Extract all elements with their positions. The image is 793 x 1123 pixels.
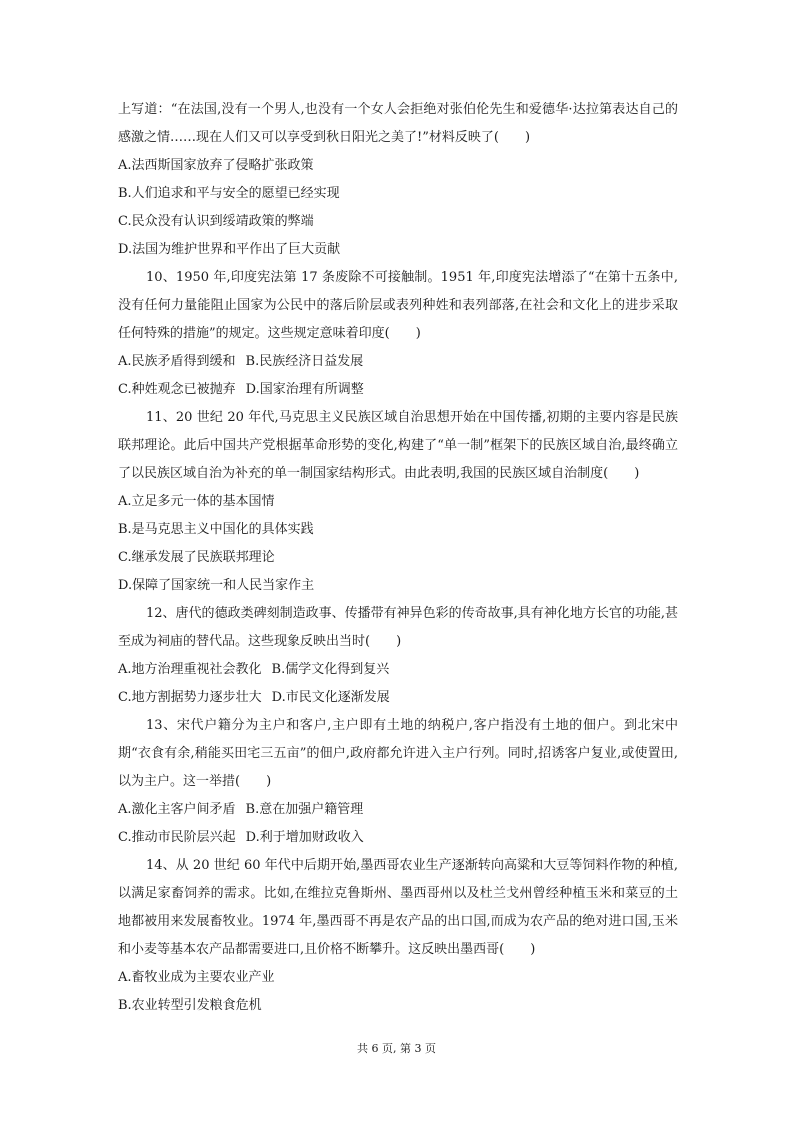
question-10-option-d: D.国家治理有所调整 <box>245 382 364 397</box>
question-10-options-row-2 <box>118 376 678 404</box>
question-9-option-d: D.法国为维护世界和平作出了巨大贡献 <box>118 242 341 257</box>
question-13-option-c: C.推动市民阶层兴起 <box>118 830 236 845</box>
question-11-option-b: B.是马克思主义中国化的具体实践 <box>118 522 314 537</box>
question-12-option-a: A.地方治理重视社会教化 <box>118 662 262 677</box>
question-12-options-row-1 <box>118 656 678 684</box>
question-12-option-d: D.市民文化逐渐发展 <box>271 690 390 705</box>
question-14-stem: 14、从 20 世纪 60 年代中后期开始,墨西哥农业生产逐渐转向高粱和大豆等饲料作物的种植,以满足家畜饲养的需求。比如,在维拉克鲁斯州、墨西哥州以及杜兰戈州曾经种植玉米和菜豆的土地都被用来发展畜牧业。1974 年,墨西哥不再是农产品的出口国,而成为农产品的绝对进口国,玉米和小麦等基本农产品都需要进口,且价格不断攀升。这反映出墨西哥( ) <box>118 858 678 957</box>
page-content <box>118 96 678 1020</box>
question-13-option-b: B.意在加强户籍管理 <box>245 802 364 817</box>
question-11-option-a: A.立足多元一体的基本国情 <box>118 494 275 509</box>
question-13-stem: 13、宋代户籍分为主户和客户,主户即有土地的纳税户,客户指没有土地的佃户。到北宋中期“衣食有余,稍能买田宅三五亩”的佃户,政府都允许进入主户行列。同时,招诱客户复业,或使置田,以为主户。这一举措( ) <box>118 718 678 789</box>
question-10-options-row-1 <box>118 348 678 376</box>
question-9-option-b: B.人们追求和平与安全的愿望已经实现 <box>118 186 340 201</box>
question-13-options-row-1 <box>118 796 678 824</box>
page-number-label: 共 6 页, 第 3 页 <box>357 1042 436 1055</box>
question-12-option-b: B.儒学文化得到复兴 <box>271 662 390 677</box>
question-10-stem: 10、1950 年,印度宪法第 17 条废除不可接触制。1951 年,印度宪法增添了“在第十五条中,没有任何力量能阻止国家为公民中的落后阶层或表列种姓和表列部落,在社会和文化上的进步采取任何特殊的措施”的规定。这些规定意味着印度( ) <box>118 270 678 341</box>
question-11-option-c: C.继承发展了民族联邦理论 <box>118 550 275 565</box>
question-9-stem: 上写道：“在法国,没有一个男人,也没有一个女人会拒绝对张伯伦先生和爱德华·达拉第表达自己的感激之情……现在人们又可以享受到秋日阳光之美了!”材料反映了( ) <box>118 102 678 145</box>
question-13-option-a: A.激化主客户间矛盾 <box>118 802 236 817</box>
question-11-stem: 11、20 世纪 20 年代,马克思主义民族区域自治思想开始在中国传播,初期的主要内容是民族联邦理论。此后中国共产党根据革命形势的变化,构建了“单一制”框架下的民族区域自治,最终确立了以民族区域自治为补充的单一制国家结构形式。由此表明,我国的民族区域自治制度( ) <box>118 410 678 481</box>
question-11-option-d: D.保障了国家统一和人民当家作主 <box>118 578 315 593</box>
question-9-option-c: C.民众没有认识到绥靖政策的弊端 <box>118 214 314 229</box>
question-10-option-b: B.民族经济日益发展 <box>245 354 364 369</box>
question-10-option-c: C.种姓观念已被抛弃 <box>118 382 236 397</box>
question-12-options-row-2 <box>118 684 678 712</box>
question-9-option-a: A.法西斯国家放弃了侵略扩张政策 <box>118 158 314 173</box>
question-12-stem: 12、唐代的德政类碑刻制造政事、传播带有神异色彩的传奇故事,具有神化地方长官的功能,甚至成为祠庙的替代品。这些现象反映出当时( ) <box>118 606 678 649</box>
question-14-option-b: B.农业转型引发粮食危机 <box>118 998 262 1013</box>
question-10-option-a: A.民族矛盾得到缓和 <box>118 354 236 369</box>
question-14-option-a: A.畜牧业成为主要农业产业 <box>118 970 275 985</box>
question-12-option-c: C.地方割据势力逐步壮大 <box>118 690 262 705</box>
question-13-options-row-2 <box>118 824 678 852</box>
page-footer <box>0 1040 793 1056</box>
question-13-option-d: D.利于增加财政收入 <box>245 830 364 845</box>
